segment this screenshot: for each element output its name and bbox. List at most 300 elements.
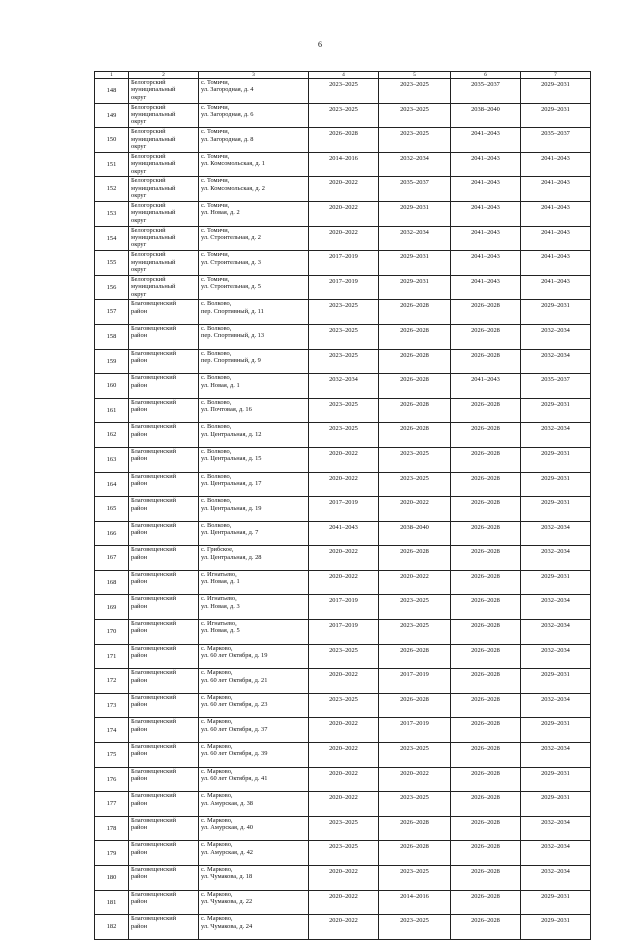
- schedule-table: [94, 71, 591, 940]
- period-cell: 2032–2034: [521, 620, 591, 645]
- period-cell: 2026–2028: [379, 841, 451, 866]
- address-line: с. Волково,: [201, 472, 232, 480]
- address-line: с. Волково,: [201, 374, 232, 382]
- table-row: [95, 866, 591, 891]
- period-cell: 2026–2028: [451, 693, 521, 718]
- district-line: Благовещенский: [131, 423, 177, 431]
- period-cell: 2020–2022: [309, 201, 379, 226]
- table-row: [95, 743, 591, 768]
- table-row: [95, 521, 591, 546]
- period-cell: 2023–2025: [309, 324, 379, 349]
- row-number-cell: 175: [95, 743, 129, 768]
- address-line: пер. Спортивный, д. 11: [201, 307, 264, 315]
- district-cell: [129, 300, 199, 325]
- address-cell: [199, 472, 309, 497]
- table-row: [95, 226, 591, 251]
- address-line: с. Марково,: [201, 669, 233, 677]
- table-row: [95, 128, 591, 153]
- period-cell: 2020–2022: [309, 447, 379, 472]
- address-line: с. Волково,: [201, 398, 232, 406]
- period-cell: 2041–2043: [451, 275, 521, 300]
- period-cell: 2041–2043: [451, 251, 521, 276]
- district-cell: [129, 398, 199, 423]
- table-row: [95, 767, 591, 792]
- period-cell: 2026–2028: [451, 915, 521, 940]
- period-cell: 2029–2031: [521, 398, 591, 423]
- table-row: [95, 915, 591, 940]
- address-cell: [199, 693, 309, 718]
- period-cell: 2023–2025: [309, 644, 379, 669]
- district-line: район: [131, 652, 148, 660]
- row-number-cell: 172: [95, 669, 129, 694]
- address-line: ул. Новая, д. 2: [201, 209, 240, 217]
- address-line: ул. Чумакова, д. 24: [201, 922, 253, 930]
- period-cell: 2026–2028: [451, 447, 521, 472]
- district-line: район: [131, 381, 148, 389]
- period-cell: 2023–2025: [379, 620, 451, 645]
- address-cell: [199, 128, 309, 153]
- address-cell: [199, 324, 309, 349]
- period-cell: 2020–2022: [309, 915, 379, 940]
- period-cell: 2023–2025: [379, 447, 451, 472]
- row-number-cell: 177: [95, 792, 129, 817]
- district-line: Благовещенский: [131, 300, 177, 308]
- district-line: Белогорский: [131, 226, 166, 234]
- address-line: с. Марково,: [201, 644, 233, 652]
- district-line: Белогорский: [131, 128, 166, 136]
- district-line: Белогорский: [131, 177, 166, 185]
- district-line: муниципальный: [131, 283, 176, 291]
- address-line: с. Томичи,: [201, 128, 230, 136]
- period-cell: 2032–2034: [521, 816, 591, 841]
- period-cell: 2023–2025: [309, 103, 379, 128]
- district-line: Благовещенский: [131, 743, 177, 751]
- address-cell: [199, 767, 309, 792]
- district-line: район: [131, 701, 148, 709]
- address-line: ул. Чумакова, д. 22: [201, 898, 253, 905]
- address-line: с. Игнатьево,: [201, 570, 237, 578]
- period-cell: 2026–2028: [379, 423, 451, 448]
- district-line: Благовещенский: [131, 398, 177, 406]
- period-cell: 2032–2034: [521, 841, 591, 866]
- district-cell: [129, 816, 199, 841]
- address-line: с. Марково,: [201, 890, 233, 898]
- period-cell: 2026–2028: [451, 349, 521, 374]
- address-line: ул. Центральная, д. 28: [201, 553, 262, 561]
- row-number-cell: 167: [95, 546, 129, 571]
- address-line: с. Игнатьево,: [201, 595, 237, 603]
- period-cell: 2029–2031: [521, 669, 591, 694]
- address-cell: [199, 816, 309, 841]
- period-cell: 2026–2028: [451, 300, 521, 325]
- address-cell: [199, 177, 309, 202]
- period-cell: 2017–2019: [309, 497, 379, 522]
- period-cell: 2026–2028: [379, 816, 451, 841]
- address-cell: [199, 620, 309, 645]
- address-line: ул. 60 лет Октября, д. 21: [201, 676, 268, 684]
- period-cell: 2032–2034: [309, 374, 379, 399]
- row-number-cell: 151: [95, 152, 129, 177]
- address-line: с. Грибское,: [201, 546, 234, 554]
- address-line: с. Томичи,: [201, 251, 230, 259]
- address-line: ул. Новая, д. 3: [201, 602, 240, 610]
- period-cell: 2029–2031: [521, 79, 591, 104]
- period-cell: 2041–2043: [451, 128, 521, 153]
- district-line: район: [131, 799, 148, 807]
- period-cell: 2020–2022: [309, 792, 379, 817]
- district-line: округ: [131, 118, 147, 126]
- row-number-cell: 166: [95, 521, 129, 546]
- address-line: ул. 60 лет Октября, д. 41: [201, 775, 268, 783]
- row-number-cell: 176: [95, 767, 129, 792]
- district-line: Благовещенский: [131, 718, 177, 726]
- address-cell: [199, 275, 309, 300]
- district-cell: [129, 275, 199, 300]
- district-line: округ: [131, 216, 147, 224]
- period-cell: 2017–2019: [379, 669, 451, 694]
- period-cell: 2029–2031: [521, 718, 591, 743]
- table-row: [95, 152, 591, 177]
- district-line: Благовещенский: [131, 792, 177, 800]
- district-line: район: [131, 775, 148, 783]
- district-line: район: [131, 504, 148, 512]
- district-line: Благовещенский: [131, 620, 177, 628]
- address-line: ул. Центральная, д. 7: [201, 529, 259, 537]
- period-cell: 2029–2031: [521, 447, 591, 472]
- district-line: район: [131, 824, 148, 832]
- row-number-cell: 152: [95, 177, 129, 202]
- district-line: Благовещенский: [131, 546, 177, 554]
- district-line: район: [131, 553, 148, 561]
- district-cell: [129, 792, 199, 817]
- table-row: [95, 103, 591, 128]
- address-line: ул. 60 лет Октября, д. 39: [201, 750, 268, 758]
- district-line: район: [131, 430, 148, 438]
- district-line: район: [131, 356, 148, 364]
- address-line: ул. 60 лет Октября, д. 19: [201, 652, 268, 660]
- district-cell: [129, 890, 199, 915]
- address-line: ул. Строительная, д. 3: [201, 258, 261, 266]
- period-cell: 2014–2016: [379, 890, 451, 915]
- district-line: район: [131, 898, 148, 905]
- period-cell: 2029–2031: [379, 251, 451, 276]
- district-line: район: [131, 479, 148, 487]
- address-cell: [199, 743, 309, 768]
- row-number-cell: 178: [95, 816, 129, 841]
- address-line: с. Марково,: [201, 743, 233, 751]
- row-number-cell: 158: [95, 324, 129, 349]
- period-cell: 2023–2025: [379, 595, 451, 620]
- period-cell: 2029–2031: [521, 915, 591, 940]
- row-number-cell: 179: [95, 841, 129, 866]
- period-cell: 2026–2028: [379, 644, 451, 669]
- district-cell: [129, 251, 199, 276]
- page-number: 6: [318, 40, 322, 49]
- period-cell: 2023–2025: [309, 79, 379, 104]
- district-line: Благовещенский: [131, 595, 177, 603]
- period-cell: 2017–2019: [309, 595, 379, 620]
- period-cell: 2026–2028: [451, 546, 521, 571]
- address-cell: [199, 595, 309, 620]
- address-line: с. Волково,: [201, 324, 232, 332]
- district-line: Благовещенский: [131, 767, 177, 775]
- district-line: округ: [131, 143, 147, 150]
- period-cell: 2023–2025: [379, 743, 451, 768]
- period-cell: 2026–2028: [309, 128, 379, 153]
- district-cell: [129, 570, 199, 595]
- row-number-cell: 155: [95, 251, 129, 276]
- period-cell: 2029–2031: [521, 472, 591, 497]
- address-line: ул. Загородная, д. 8: [201, 135, 254, 143]
- period-cell: 2032–2034: [521, 743, 591, 768]
- district-line: район: [131, 627, 148, 635]
- address-cell: [199, 546, 309, 571]
- period-cell: 2023–2025: [309, 423, 379, 448]
- period-cell: 2026–2028: [379, 349, 451, 374]
- district-line: муниципальный: [131, 160, 176, 168]
- period-cell: 2032–2034: [379, 226, 451, 251]
- period-cell: 2029–2031: [521, 570, 591, 595]
- district-line: район: [131, 873, 148, 881]
- period-cell: 2026–2028: [451, 816, 521, 841]
- column-number: 2: [129, 72, 199, 79]
- period-cell: 2038–2040: [451, 103, 521, 128]
- period-cell: 2026–2028: [451, 620, 521, 645]
- address-line: с. Марково,: [201, 693, 233, 701]
- period-cell: 2026–2028: [451, 570, 521, 595]
- district-line: район: [131, 922, 148, 930]
- period-cell: 2026–2028: [451, 324, 521, 349]
- table-row: [95, 718, 591, 743]
- district-line: округ: [131, 265, 147, 273]
- row-number-cell: 154: [95, 226, 129, 251]
- district-line: округ: [131, 290, 147, 298]
- district-line: район: [131, 307, 148, 315]
- period-cell: 2017–2019: [309, 251, 379, 276]
- row-number-cell: 160: [95, 374, 129, 399]
- district-line: Благовещенский: [131, 472, 177, 480]
- district-line: муниципальный: [131, 86, 176, 94]
- period-cell: 2023–2025: [379, 79, 451, 104]
- period-cell: 2032–2034: [521, 866, 591, 891]
- address-line: ул. 60 лет Октября, д. 23: [201, 701, 268, 709]
- table-row: [95, 693, 591, 718]
- address-line: пер. Спортивный, д. 13: [201, 332, 265, 340]
- period-cell: 2026–2028: [379, 546, 451, 571]
- period-cell: 2038–2040: [379, 521, 451, 546]
- period-cell: 2026–2028: [451, 866, 521, 891]
- period-cell: 2026–2028: [379, 300, 451, 325]
- district-line: Благовещенский: [131, 374, 177, 382]
- address-line: ул. Центральная, д. 12: [201, 430, 262, 438]
- district-line: муниципальный: [131, 258, 176, 266]
- address-line: с. Марково,: [201, 718, 233, 726]
- period-cell: 2023–2025: [379, 103, 451, 128]
- period-cell: 2026–2028: [451, 644, 521, 669]
- row-number-cell: 159: [95, 349, 129, 374]
- period-cell: 2032–2034: [521, 644, 591, 669]
- period-cell: 2032–2034: [521, 521, 591, 546]
- period-cell: 2026–2028: [379, 693, 451, 718]
- period-cell: 2029–2031: [379, 275, 451, 300]
- address-cell: [199, 521, 309, 546]
- row-number-cell: 163: [95, 447, 129, 472]
- table-row: [95, 792, 591, 817]
- period-cell: 2014–2016: [309, 152, 379, 177]
- row-number-cell: 173: [95, 693, 129, 718]
- column-number: 4: [309, 72, 379, 79]
- address-line: ул. Центральная, д. 17: [201, 479, 262, 487]
- district-line: муниципальный: [131, 184, 176, 192]
- district-line: Благовещенский: [131, 841, 177, 849]
- address-line: с. Волково,: [201, 349, 232, 357]
- district-line: район: [131, 676, 148, 684]
- address-cell: [199, 718, 309, 743]
- address-line: ул. Новая, д. 5: [201, 627, 240, 635]
- row-number-cell: 170: [95, 620, 129, 645]
- address-cell: [199, 866, 309, 891]
- period-cell: 2026–2028: [451, 767, 521, 792]
- district-line: округ: [131, 192, 147, 200]
- period-cell: 2041–2043: [521, 251, 591, 276]
- district-line: Белогорский: [131, 251, 166, 259]
- period-cell: 2023–2025: [379, 866, 451, 891]
- district-line: Белогорский: [131, 201, 166, 209]
- period-cell: 2035–2037: [521, 374, 591, 399]
- district-line: район: [131, 602, 148, 610]
- period-cell: 2029–2031: [521, 767, 591, 792]
- address-line: ул. Комсомольская, д. 1: [201, 160, 265, 168]
- address-line: с. Марково,: [201, 816, 233, 824]
- district-cell: [129, 767, 199, 792]
- address-cell: [199, 79, 309, 104]
- address-cell: [199, 152, 309, 177]
- table-row: [95, 570, 591, 595]
- period-cell: 2041–2043: [521, 201, 591, 226]
- row-number-cell: 171: [95, 644, 129, 669]
- period-cell: 2035–2037: [521, 128, 591, 153]
- address-cell: [199, 792, 309, 817]
- address-line: с. Марково,: [201, 841, 233, 849]
- period-cell: 2020–2022: [309, 669, 379, 694]
- address-line: с. Волково,: [201, 447, 232, 455]
- address-line: ул. Новая, д. 1: [201, 381, 240, 389]
- column-number: 3: [199, 72, 309, 79]
- address-line: ул. Центральная, д. 15: [201, 455, 262, 463]
- table-body: [95, 72, 591, 940]
- district-line: Благовещенский: [131, 521, 177, 529]
- address-line: ул. Амурская, д. 38: [201, 799, 254, 807]
- address-line: ул. Новая, д. 1: [201, 578, 240, 586]
- address-line: с. Томичи,: [201, 152, 230, 160]
- district-cell: [129, 472, 199, 497]
- period-cell: 2029–2031: [521, 890, 591, 915]
- address-line: с. Томичи,: [201, 79, 230, 86]
- address-cell: [199, 915, 309, 940]
- period-cell: 2020–2022: [309, 472, 379, 497]
- district-cell: [129, 128, 199, 153]
- period-cell: 2041–2043: [521, 226, 591, 251]
- table-row: [95, 275, 591, 300]
- district-line: Благовещенский: [131, 644, 177, 652]
- period-cell: 2041–2043: [451, 201, 521, 226]
- district-line: округ: [131, 93, 147, 101]
- period-cell: 2026–2028: [451, 595, 521, 620]
- address-cell: [199, 644, 309, 669]
- row-number-cell: 161: [95, 398, 129, 423]
- address-line: ул. 60 лет Октября, д. 37: [201, 725, 268, 733]
- period-cell: 2041–2043: [451, 177, 521, 202]
- table-row: [95, 79, 591, 104]
- table-row: [95, 201, 591, 226]
- address-line: ул. Амурская, д. 40: [201, 824, 254, 832]
- period-cell: 2020–2022: [309, 866, 379, 891]
- period-cell: 2032–2034: [521, 546, 591, 571]
- address-line: с. Томичи,: [201, 226, 230, 234]
- column-number: 5: [379, 72, 451, 79]
- table-row: [95, 841, 591, 866]
- district-line: Благовещенский: [131, 447, 177, 455]
- period-cell: 2020–2022: [309, 890, 379, 915]
- column-number-row: [95, 72, 591, 79]
- district-line: муниципальный: [131, 135, 176, 143]
- district-cell: [129, 669, 199, 694]
- column-number: 6: [451, 72, 521, 79]
- district-cell: [129, 349, 199, 374]
- district-line: Благовещенский: [131, 866, 177, 873]
- period-cell: 2026–2028: [451, 743, 521, 768]
- period-cell: 2026–2028: [451, 792, 521, 817]
- district-line: Благовещенский: [131, 570, 177, 578]
- district-line: округ: [131, 241, 147, 249]
- address-line: с. Игнатьево,: [201, 620, 237, 628]
- period-cell: 2029–2031: [379, 201, 451, 226]
- table-row: [95, 251, 591, 276]
- period-cell: 2029–2031: [521, 792, 591, 817]
- table-row: [95, 300, 591, 325]
- address-line: с. Волково,: [201, 497, 232, 505]
- table-row: [95, 447, 591, 472]
- row-number-cell: 157: [95, 300, 129, 325]
- address-line: с. Марково,: [201, 767, 233, 775]
- column-number: 7: [521, 72, 591, 79]
- period-cell: 2029–2031: [521, 300, 591, 325]
- district-cell: [129, 447, 199, 472]
- period-cell: 2026–2028: [451, 423, 521, 448]
- period-cell: 2026–2028: [451, 890, 521, 915]
- period-cell: 2026–2028: [379, 324, 451, 349]
- district-cell: [129, 103, 199, 128]
- address-line: ул. Строительная, д. 2: [201, 233, 261, 241]
- period-cell: 2041–2043: [521, 152, 591, 177]
- period-cell: 2026–2028: [451, 718, 521, 743]
- address-cell: [199, 398, 309, 423]
- district-cell: [129, 915, 199, 940]
- district-cell: [129, 324, 199, 349]
- period-cell: 2020–2022: [379, 767, 451, 792]
- period-cell: 2020–2022: [309, 226, 379, 251]
- table-row: [95, 423, 591, 448]
- address-cell: [199, 300, 309, 325]
- period-cell: 2023–2025: [309, 693, 379, 718]
- period-cell: 2026–2028: [379, 374, 451, 399]
- district-cell: [129, 177, 199, 202]
- address-cell: [199, 890, 309, 915]
- district-line: Благовещенский: [131, 915, 177, 923]
- table-row: [95, 620, 591, 645]
- period-cell: 2041–2043: [451, 374, 521, 399]
- row-number-cell: 153: [95, 201, 129, 226]
